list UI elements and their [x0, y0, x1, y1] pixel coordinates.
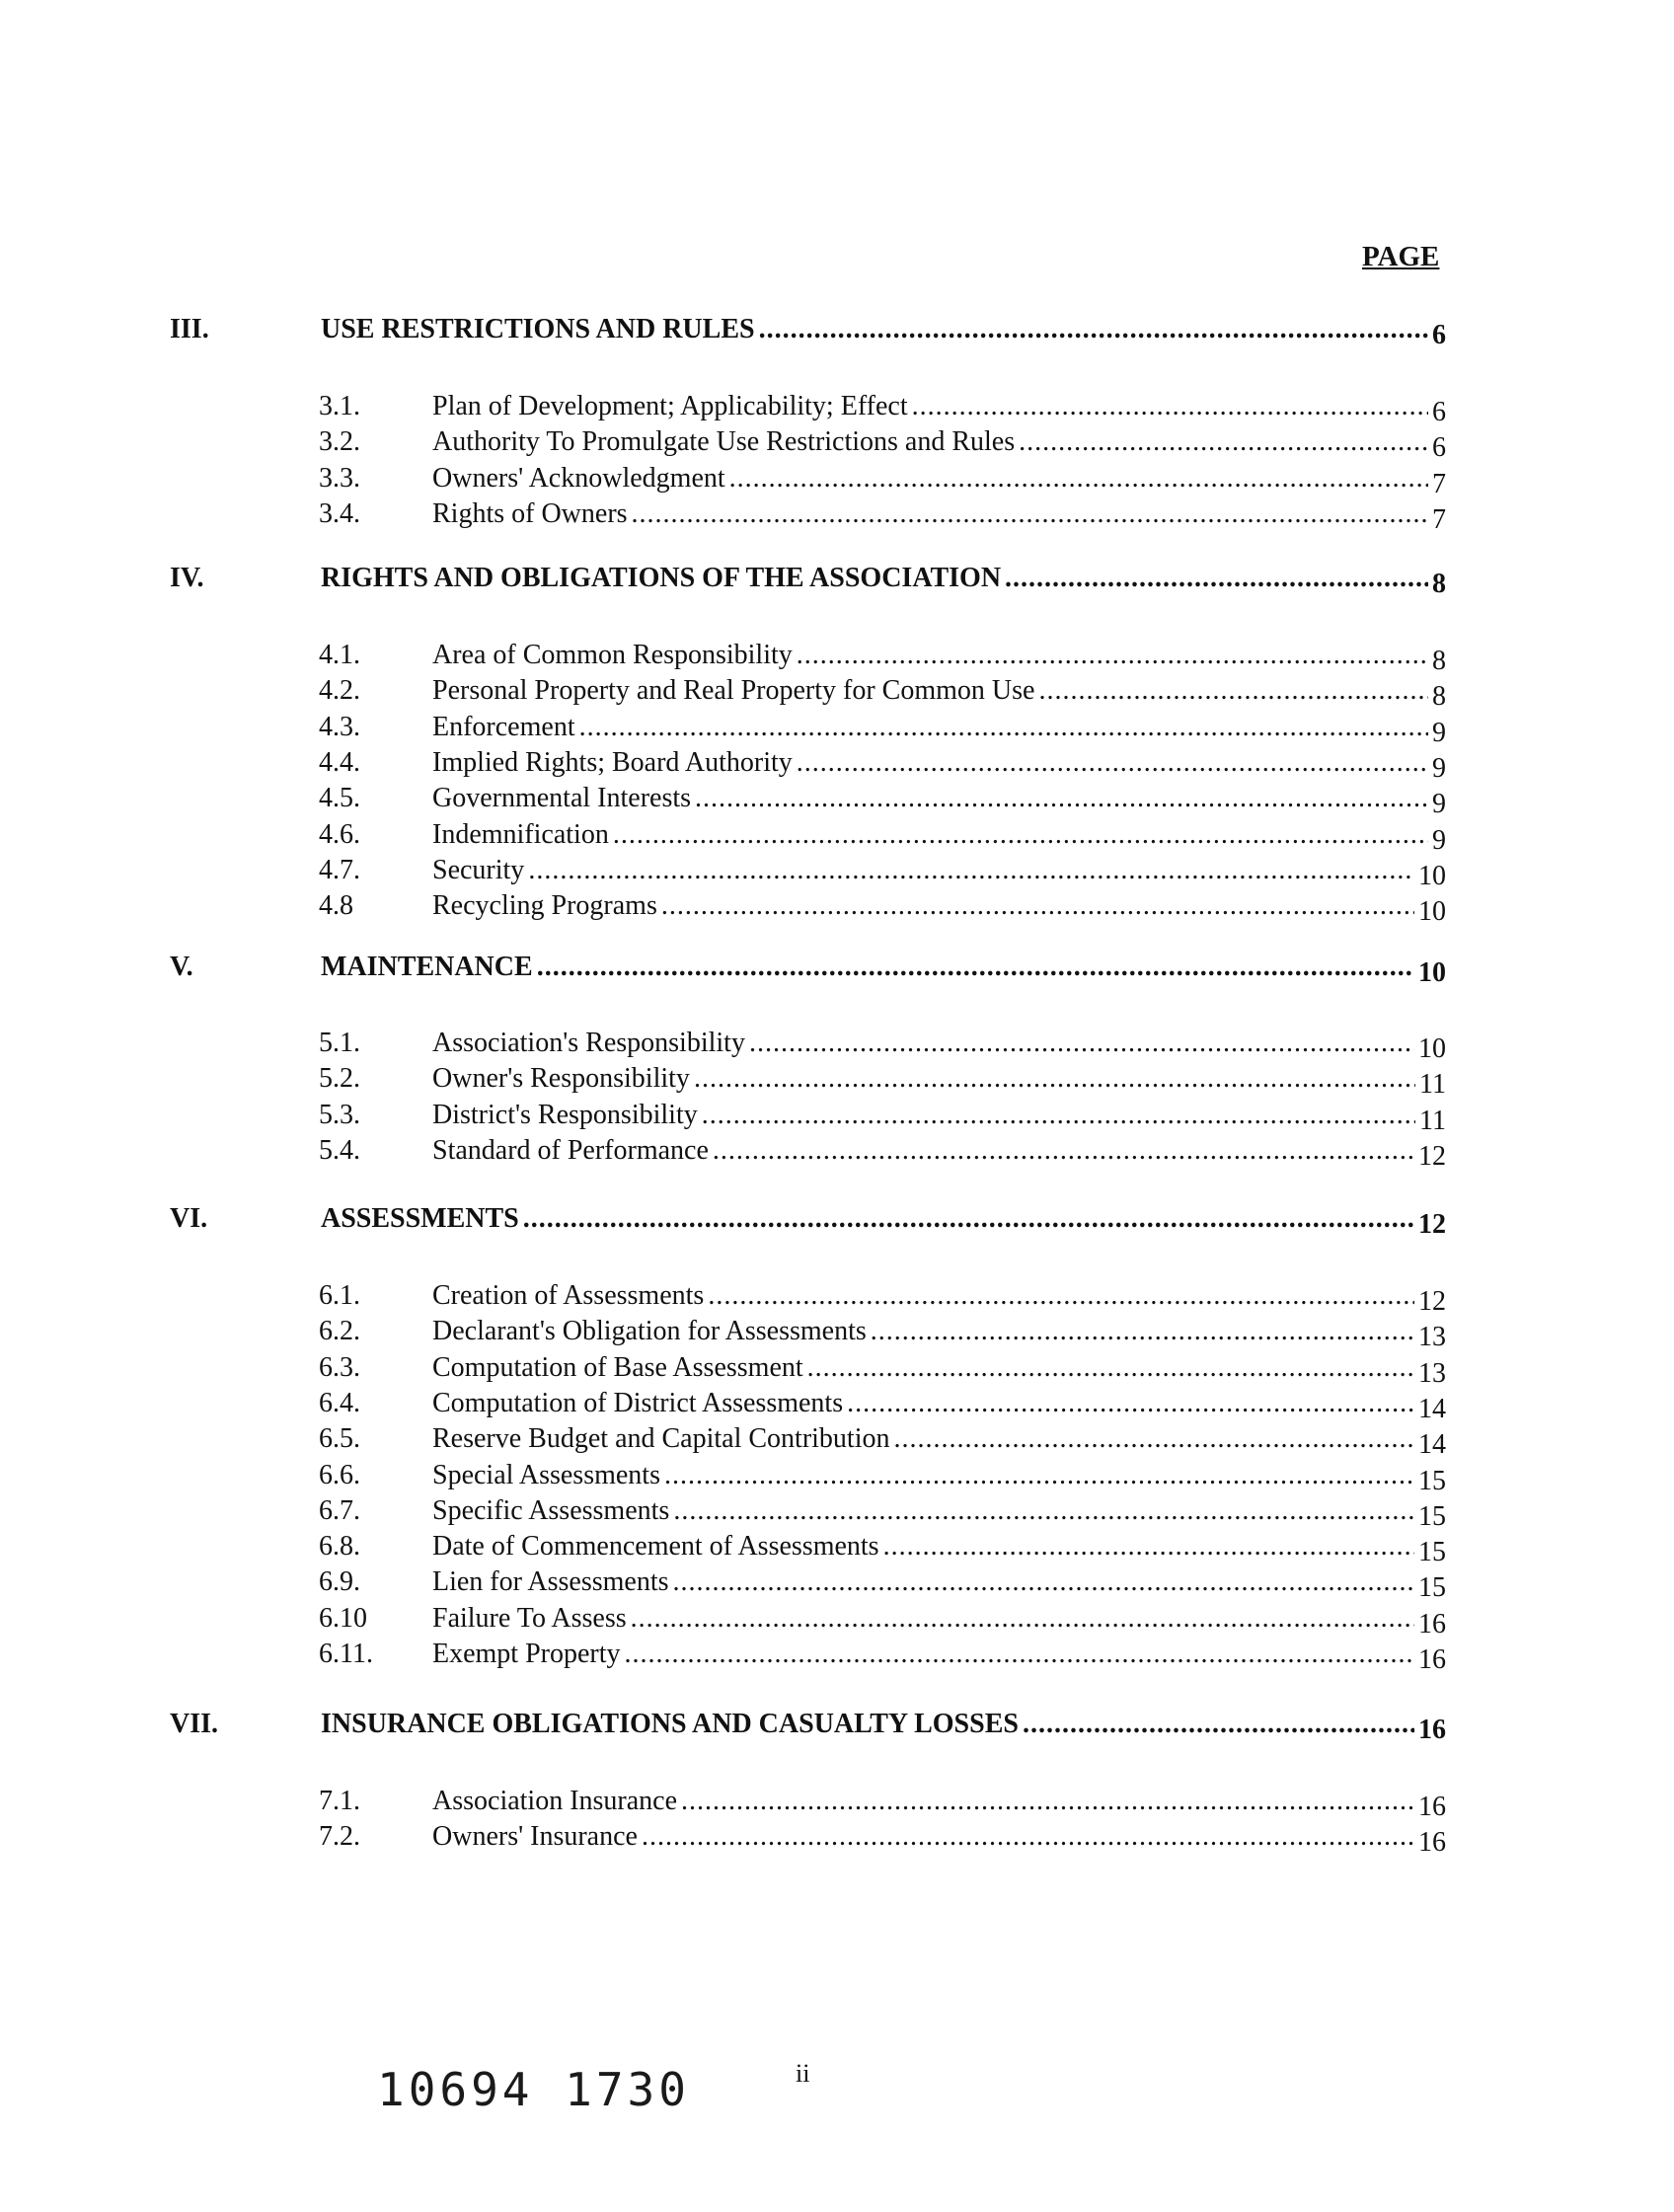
toc-item — [0, 1348, 1674, 1389]
dot-leader — [681, 1786, 1414, 1817]
item-entry — [432, 818, 1446, 856]
toc-item — [0, 1059, 1674, 1100]
item-number: 6.7. — [319, 1494, 360, 1526]
section-numeral: VI. — [170, 1202, 208, 1234]
dot-leader — [797, 747, 1428, 779]
item-entry — [432, 1027, 1446, 1064]
item-entry — [432, 711, 1446, 748]
item-page: 16 — [1418, 1791, 1446, 1822]
section-heading — [0, 559, 1674, 599]
toc-item — [0, 779, 1674, 819]
toc-item — [0, 1491, 1674, 1532]
item-title: Failure To Assess — [432, 1602, 627, 1634]
item-entry — [432, 1638, 1446, 1675]
item-number: 6.10 — [319, 1602, 367, 1634]
dot-leader — [642, 1821, 1414, 1853]
item-page: 9 — [1432, 752, 1446, 784]
dot-leader — [664, 1460, 1414, 1491]
toc-item — [0, 1096, 1674, 1136]
item-page: 16 — [1418, 1643, 1446, 1675]
page-number: ii — [796, 2059, 810, 2088]
item-entry — [432, 1387, 1446, 1424]
dot-leader — [729, 463, 1428, 495]
item-title: District's Responsibility — [432, 1099, 698, 1130]
item-entry — [432, 1459, 1446, 1496]
item-title: Plan of Development; Applicability; Effect — [432, 390, 908, 421]
item-title: Computation of Base Assessment — [432, 1351, 803, 1383]
item-number: 6.3. — [319, 1351, 360, 1383]
item-page: 12 — [1418, 1140, 1446, 1172]
item-number: 6.1. — [319, 1279, 360, 1311]
item-page: 10 — [1418, 895, 1446, 927]
item-page: 14 — [1418, 1428, 1446, 1460]
toc-item — [0, 886, 1674, 927]
toc-item — [0, 1527, 1674, 1567]
dot-leader — [702, 1100, 1415, 1131]
dot-leader — [708, 1280, 1414, 1312]
toc-item — [0, 1419, 1674, 1460]
item-page: 9 — [1432, 788, 1446, 819]
section-heading — [0, 1705, 1674, 1745]
section-numeral: IV. — [170, 562, 204, 593]
section-numeral: VII. — [170, 1708, 219, 1739]
item-number: 3.2. — [319, 425, 360, 457]
toc-item — [0, 1024, 1674, 1064]
section-numeral: III. — [170, 313, 209, 344]
dot-leader — [847, 1388, 1414, 1419]
item-title: Implied Rights; Board Authority — [432, 746, 793, 778]
item-title: Reserve Budget and Capital Contribution — [432, 1422, 890, 1454]
dot-leader — [523, 1203, 1414, 1235]
item-number: 6.5. — [319, 1422, 360, 1454]
item-number: 4.7. — [319, 854, 360, 885]
item-page: 8 — [1432, 645, 1446, 676]
dot-leader — [579, 712, 1428, 743]
item-number: 5.4. — [319, 1134, 360, 1166]
item-entry — [432, 1279, 1446, 1317]
item-page: 15 — [1418, 1465, 1446, 1496]
item-page: 8 — [1432, 680, 1446, 712]
dot-leader — [749, 1028, 1414, 1059]
dot-leader — [631, 1603, 1414, 1635]
item-entry — [432, 1494, 1446, 1532]
page-column-header: PAGE — [1362, 241, 1440, 272]
item-title: Owners' Acknowledgment — [432, 462, 725, 494]
toc-item — [0, 1456, 1674, 1496]
item-title: Declarant's Obligation for Assessments — [432, 1315, 867, 1346]
item-entry — [432, 1062, 1446, 1100]
item-page: 15 — [1418, 1536, 1446, 1567]
item-title: Specific Assessments — [432, 1494, 670, 1526]
item-page: 15 — [1418, 1500, 1446, 1532]
section-entry — [321, 1708, 1446, 1745]
item-number: 6.9. — [319, 1565, 360, 1597]
item-number: 4.3. — [319, 711, 360, 742]
toc-item — [0, 422, 1674, 463]
item-page: 11 — [1419, 1105, 1446, 1136]
toc-item — [0, 387, 1674, 427]
item-page: 16 — [1418, 1608, 1446, 1640]
section-title: USE RESTRICTIONS AND RULES — [321, 313, 755, 344]
dot-leader — [871, 1316, 1414, 1347]
section-page: 6 — [1432, 319, 1446, 350]
item-page: 14 — [1418, 1393, 1446, 1424]
section-entry — [321, 313, 1446, 350]
item-number: 4.2. — [319, 674, 360, 706]
dot-leader — [1038, 675, 1428, 707]
item-entry — [432, 674, 1446, 712]
item-number: 6.2. — [319, 1315, 360, 1346]
section-entry — [321, 562, 1446, 599]
item-title: Date of Commencement of Assessments — [432, 1530, 879, 1562]
dot-leader — [673, 1495, 1414, 1527]
dot-leader — [661, 890, 1414, 922]
item-title: Area of Common Responsibility — [432, 639, 793, 670]
item-number: 6.6. — [319, 1459, 360, 1490]
section-title: ASSESSMENTS — [321, 1202, 519, 1234]
section-title: MAINTENANCE — [321, 951, 533, 982]
item-title: Owners' Insurance — [432, 1820, 638, 1852]
item-title: Security — [432, 854, 525, 885]
item-title: Governmental Interests — [432, 782, 692, 813]
item-entry — [432, 639, 1446, 676]
dot-leader — [1023, 1709, 1414, 1740]
item-title: Association Insurance — [432, 1785, 678, 1816]
toc-item — [0, 1635, 1674, 1675]
item-number: 4.4. — [319, 746, 360, 778]
dot-leader — [759, 314, 1428, 345]
dot-leader — [537, 952, 1414, 983]
item-title: Indemnification — [432, 818, 609, 850]
item-number: 5.3. — [319, 1099, 360, 1130]
item-number: 5.1. — [319, 1027, 360, 1058]
dot-leader — [1005, 563, 1428, 594]
item-page: 16 — [1418, 1826, 1446, 1858]
toc-item — [0, 1312, 1674, 1352]
item-number: 4.6. — [319, 818, 360, 850]
item-number: 3.4. — [319, 497, 360, 529]
item-page: 7 — [1432, 468, 1446, 499]
item-page: 6 — [1432, 431, 1446, 463]
item-page: 6 — [1432, 396, 1446, 427]
toc-item — [0, 708, 1674, 748]
section-heading — [0, 1199, 1674, 1240]
section-numeral: V. — [170, 951, 193, 982]
dot-leader — [694, 1063, 1415, 1095]
dot-leader — [673, 1566, 1414, 1598]
item-entry — [432, 1134, 1446, 1172]
toc-item — [0, 495, 1674, 535]
toc-item — [0, 1131, 1674, 1172]
item-number: 4.5. — [319, 782, 360, 813]
item-number: 3.1. — [319, 390, 360, 421]
dot-leader — [613, 819, 1428, 851]
item-entry — [432, 1785, 1446, 1822]
item-title: Recycling Programs — [432, 889, 657, 921]
item-page: 13 — [1418, 1357, 1446, 1389]
item-title: Special Assessments — [432, 1459, 660, 1490]
item-title: Association's Responsibility — [432, 1027, 745, 1058]
item-page: 9 — [1432, 824, 1446, 856]
section-title: RIGHTS AND OBLIGATIONS OF THE ASSOCIATION — [321, 562, 1002, 593]
item-title: Owner's Responsibility — [432, 1062, 690, 1094]
item-number: 4.8 — [319, 889, 353, 921]
item-page: 15 — [1418, 1571, 1446, 1603]
toc-item — [0, 1599, 1674, 1640]
item-title: Standard of Performance — [432, 1134, 709, 1166]
item-entry — [432, 854, 1446, 891]
item-title: Rights of Owners — [432, 497, 628, 529]
section-heading — [0, 310, 1674, 350]
dot-leader — [713, 1135, 1414, 1167]
item-entry — [432, 425, 1446, 463]
item-title: Exempt Property — [432, 1638, 621, 1669]
item-title: Authority To Promulgate Use Restrictions and Rules — [432, 425, 1016, 457]
item-entry — [432, 1530, 1446, 1567]
item-entry — [432, 462, 1446, 499]
section-page: 8 — [1432, 568, 1446, 599]
section-page: 12 — [1418, 1208, 1446, 1240]
item-entry — [432, 390, 1446, 427]
item-page: 9 — [1432, 717, 1446, 748]
dot-leader — [1019, 426, 1428, 458]
toc-item — [0, 815, 1674, 856]
toc-item — [0, 671, 1674, 712]
dot-leader — [797, 640, 1428, 671]
item-number: 3.3. — [319, 462, 360, 494]
item-title: Lien for Assessments — [432, 1565, 669, 1597]
dot-leader — [883, 1531, 1414, 1563]
document-number: 10694 1730 — [377, 2063, 690, 2116]
section-page: 10 — [1418, 956, 1446, 988]
item-number: 6.4. — [319, 1387, 360, 1418]
section-entry — [321, 951, 1446, 988]
item-entry — [432, 1565, 1446, 1603]
item-page: 13 — [1418, 1321, 1446, 1352]
item-number: 7.1. — [319, 1785, 360, 1816]
item-page: 10 — [1418, 860, 1446, 891]
item-entry — [432, 1602, 1446, 1640]
item-number: 6.11. — [319, 1638, 373, 1669]
item-page: 10 — [1418, 1032, 1446, 1064]
section-page: 16 — [1418, 1714, 1446, 1745]
item-number: 5.2. — [319, 1062, 360, 1094]
section-title: INSURANCE OBLIGATIONS AND CASUALTY LOSSES — [321, 1708, 1019, 1739]
toc-item — [0, 1782, 1674, 1822]
item-entry — [432, 1422, 1446, 1460]
toc-item — [0, 459, 1674, 499]
dot-leader — [695, 783, 1428, 814]
toc-item — [0, 1276, 1674, 1317]
section-entry — [321, 1202, 1446, 1240]
toc-item — [0, 1384, 1674, 1424]
item-entry — [432, 497, 1446, 535]
toc-item — [0, 1817, 1674, 1858]
item-title: Personal Property and Real Property for Common Use — [432, 674, 1035, 706]
item-entry — [432, 1820, 1446, 1858]
item-number: 4.1. — [319, 639, 360, 670]
dot-leader — [528, 855, 1414, 886]
toc-item — [0, 1563, 1674, 1603]
item-page: 7 — [1432, 503, 1446, 535]
item-entry — [432, 746, 1446, 784]
item-title: Computation of District Assessments — [432, 1387, 844, 1418]
dot-leader — [625, 1639, 1414, 1670]
item-entry — [432, 889, 1446, 927]
toc-item — [0, 636, 1674, 676]
toc-item — [0, 743, 1674, 784]
item-entry — [432, 782, 1446, 819]
dot-leader — [912, 391, 1428, 422]
item-entry — [432, 1315, 1446, 1352]
dot-leader — [632, 498, 1428, 530]
dot-leader — [807, 1352, 1414, 1384]
toc-item — [0, 851, 1674, 891]
item-number: 7.2. — [319, 1820, 360, 1852]
item-entry — [432, 1351, 1446, 1389]
item-page: 11 — [1419, 1068, 1446, 1100]
item-title: Creation of Assessments — [432, 1279, 705, 1311]
section-heading — [0, 948, 1674, 988]
item-page: 12 — [1418, 1285, 1446, 1317]
item-entry — [432, 1099, 1446, 1136]
dot-leader — [893, 1423, 1414, 1455]
item-title: Enforcement — [432, 711, 575, 742]
item-number: 6.8. — [319, 1530, 360, 1562]
